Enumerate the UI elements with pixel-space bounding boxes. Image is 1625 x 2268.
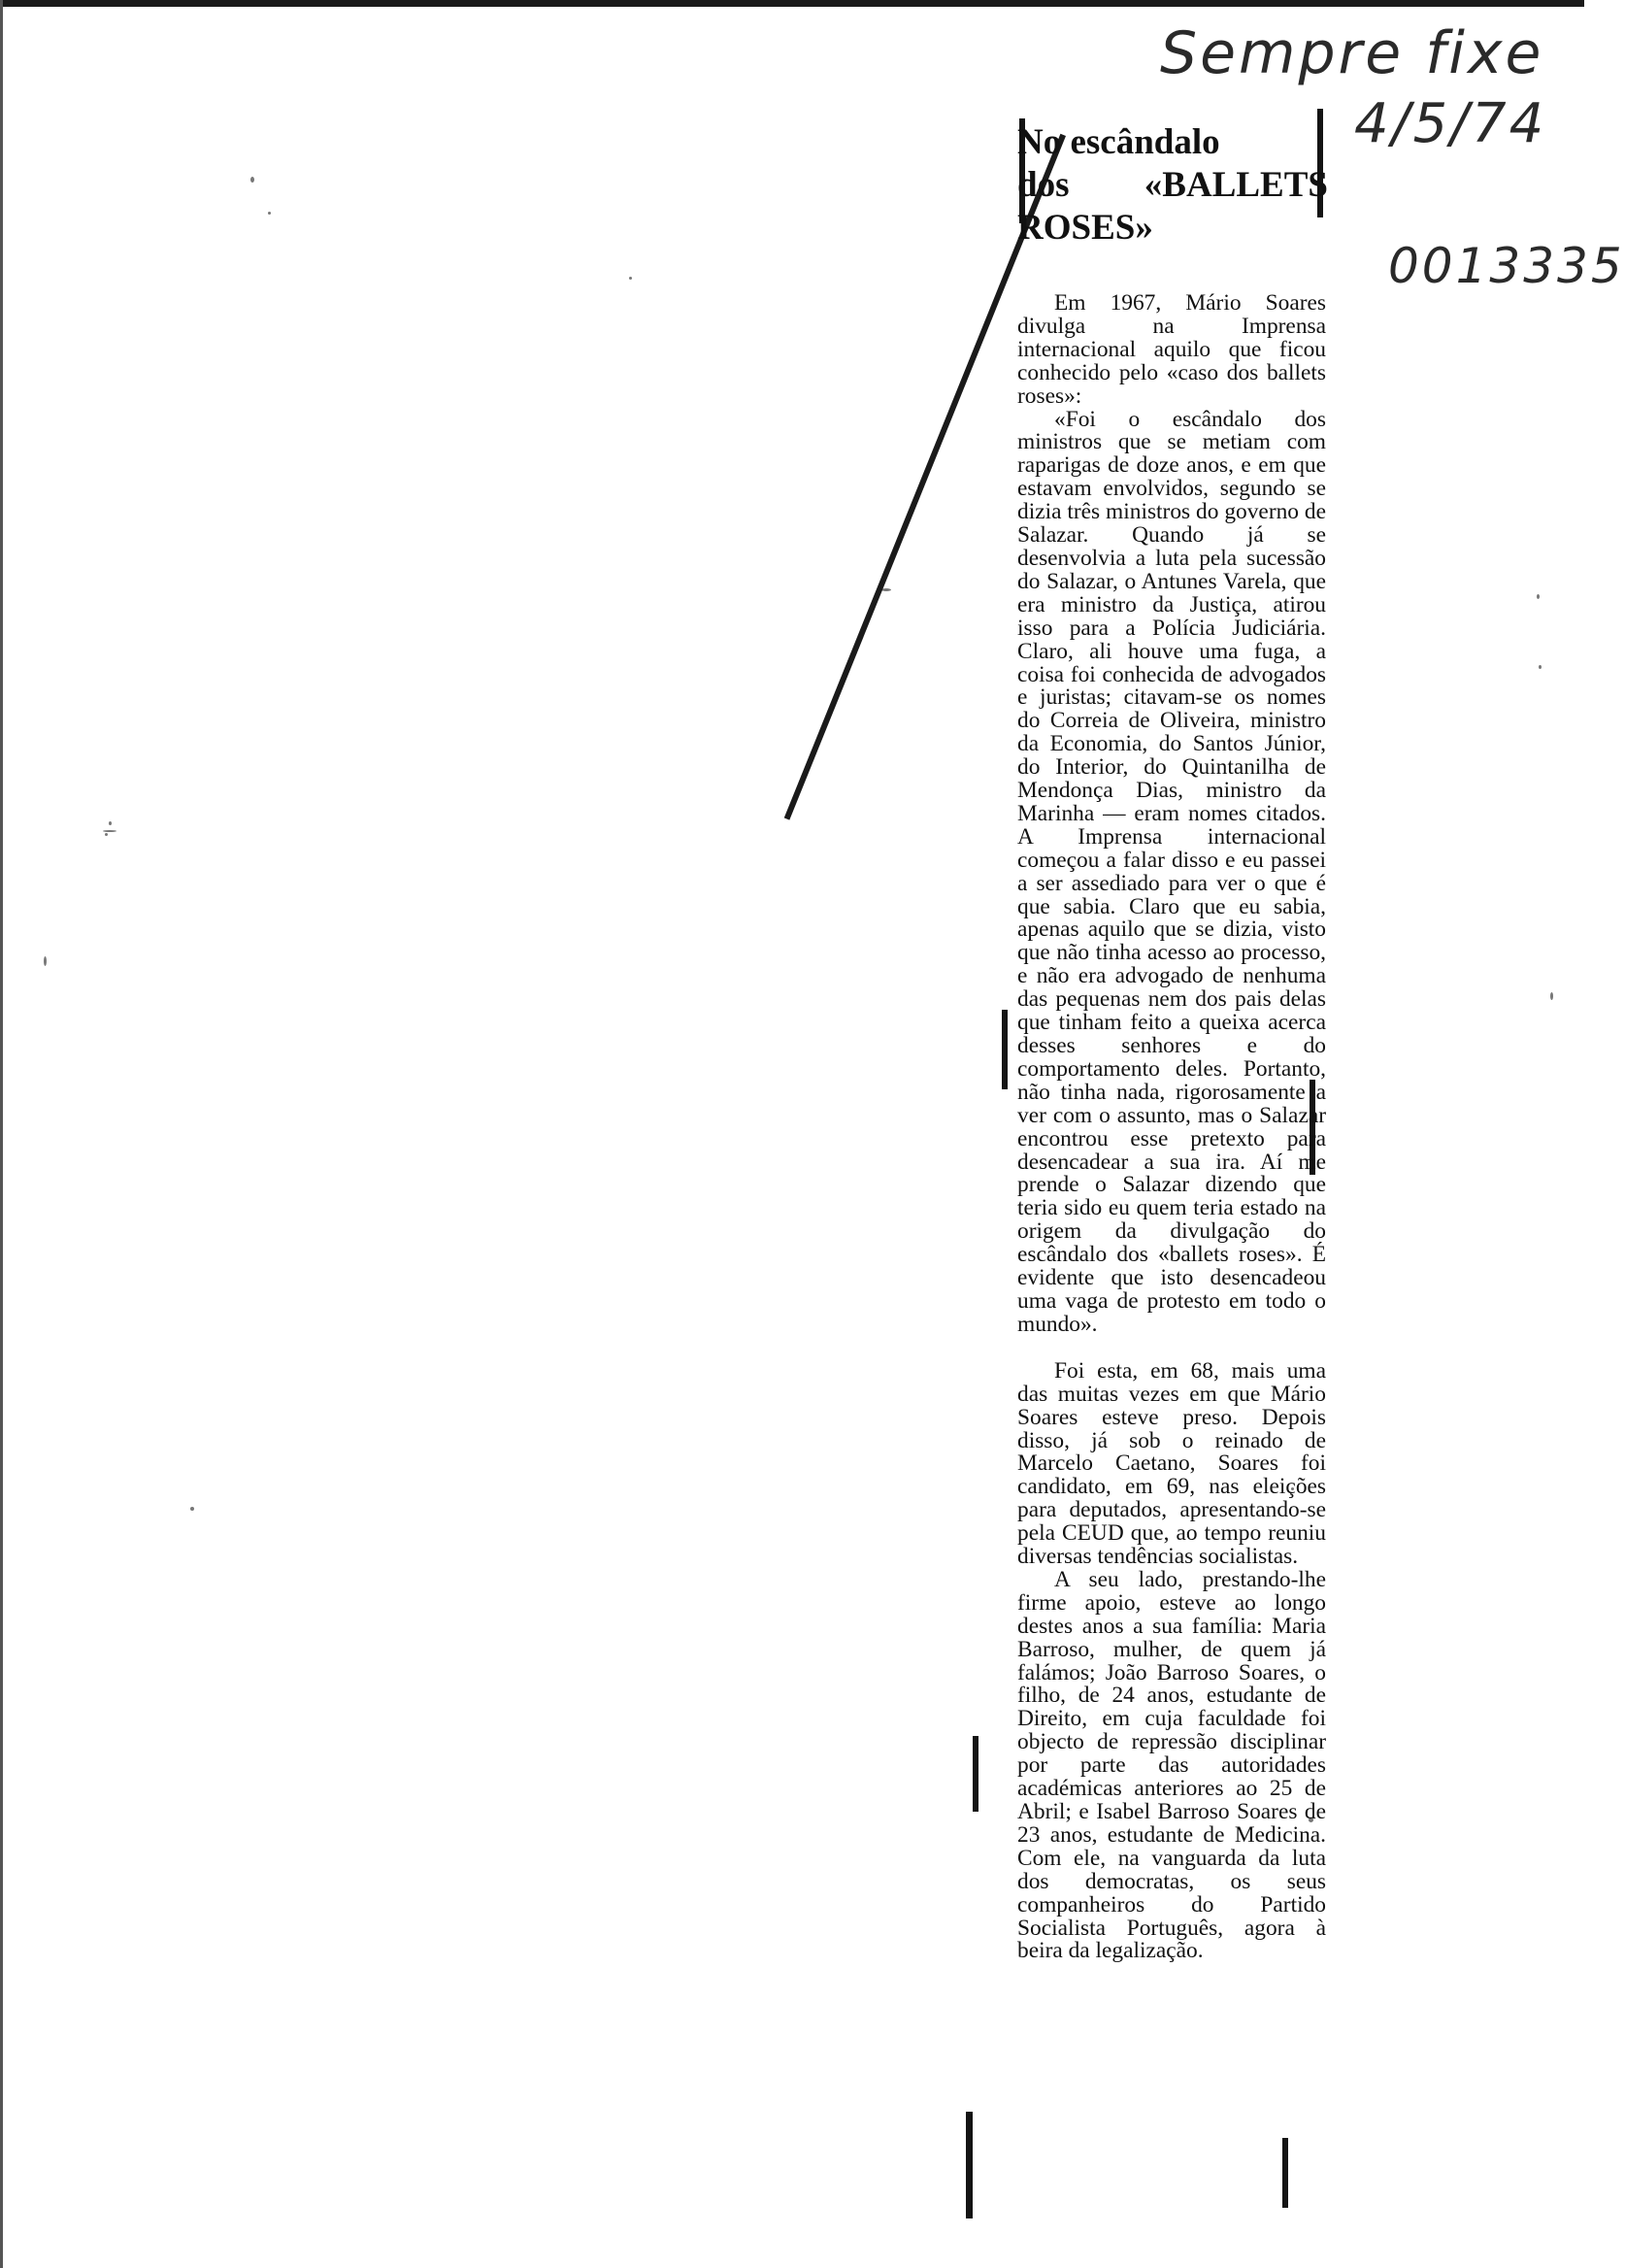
pen-bracket-left — [1002, 1010, 1008, 1089]
scan-speck — [103, 830, 116, 832]
scan-speck — [190, 1507, 194, 1511]
pen-bracket-left-lower — [973, 1736, 978, 1812]
scan-top-edge — [0, 0, 1584, 7]
headline-line-2-word-2: «BALLETS — [1144, 165, 1328, 205]
handwritten-date-note: 4/5/74 — [1354, 92, 1547, 155]
scan-speck — [1539, 665, 1542, 669]
handwritten-publication-note: Sempre fixe — [1160, 19, 1544, 87]
scan-speck — [629, 277, 632, 280]
headline-line-2-word-1: dos — [1017, 165, 1070, 205]
handwritten-reference-number: 0013335 — [1388, 238, 1625, 294]
scan-speck — [109, 821, 112, 825]
scan-speck — [44, 956, 47, 966]
scan-speck — [250, 177, 254, 183]
article-paragraph-1: Em 1967, Mário Soares divulga na Imprensa internacional aquilo que ficou conhecido pelo «caso dos ballets roses»: — [1017, 290, 1326, 409]
headline-line-3: ROSES» — [1017, 208, 1153, 248]
scan-speck — [268, 212, 271, 215]
scan-speck — [1537, 594, 1540, 599]
article-headline — [1017, 121, 1328, 250]
pen-bracket-left-bottom — [966, 2112, 973, 2218]
pen-bracket-right-bottom — [1282, 2138, 1288, 2208]
scan-speck — [105, 833, 108, 836]
headline-line-2 — [1017, 164, 1328, 207]
article-body — [1017, 292, 1326, 1963]
headline-line-1: No escândalo — [1017, 122, 1220, 162]
article-paragraph-2: «Foi o escândalo dos ministros que se metiam com raparigas de doze anos, e em que estavam envolvidos, segundo se dizia três ministros do governo de Salazar. Quando já se desenvolvia a luta pela sucessão do Salazar, o Antunes Varela, que era ministro da Justiça, atirou isso para a Polícia Judiciária. Claro, ali houve uma fuga, a coisa foi conhecida de advogados e juristas; citavam-se os nomes do Correia de Oliveira, ministro da Economia, do Santos Júnior, do Interior, do Quintanilha de Mendonça Dias, ministro da Marinha — eram nomes citados. A Imprensa internacional começou a falar disso e eu passei a ser assediado para ver o que é que sabia. Claro que eu sabia, apenas aquilo que se dizia, visto que não tinha acesso ao processo, e não era advogado de nenhuma das pequenas nem dos pais delas que tinham feito a queixa acerca desses senhores e do comportamento deles. Portanto, não tinha nada, rigorosamente a ver com o assunto, mas o Salazar encontrou esse pretexto para desencadear a sua ira. Aí me prende o Salazar dizendo que teria sido eu quem teria estado na origem da divulgação do escândalo dos «ballets roses». É evidente que isto desencadeou uma vaga de protesto em todo o mundo». — [1017, 406, 1326, 1337]
newspaper-clipping — [1010, 121, 1328, 1964]
scan-speck — [1550, 992, 1553, 1000]
scan-left-edge — [0, 0, 3, 2268]
article-paragraph-4: A seu lado, prestando-lhe firme apoio, esteve ao longo destes anos a sua família: Maria Barroso, mulher, de quem já falámos; João Barroso Soares, o filho, de 24 anos, estudante de Direito, em cuja faculdade foi objecto de repressão disciplinar por parte das autoridades académicas anteriores ao 25 de Abril; e Isabel Barroso Soares de 23 anos, estudante de Medicina. Com ele, na vanguarda da luta dos democratas, os seus companheiros do Partido Socialista Português, agora à beira da legalização. — [1017, 1566, 1326, 1964]
article-paragraph-3: Foi esta, em 68, mais uma das muitas vezes em que Mário Soares esteve preso. Depois disso, já sob o reinado de Marcelo Caetano, Soares foi candidato, em 69, nas eleições para deputados, apresentando-se pela CEUD que, ao tempo reuniu diversas tendências socialistas. — [1017, 1357, 1326, 1570]
